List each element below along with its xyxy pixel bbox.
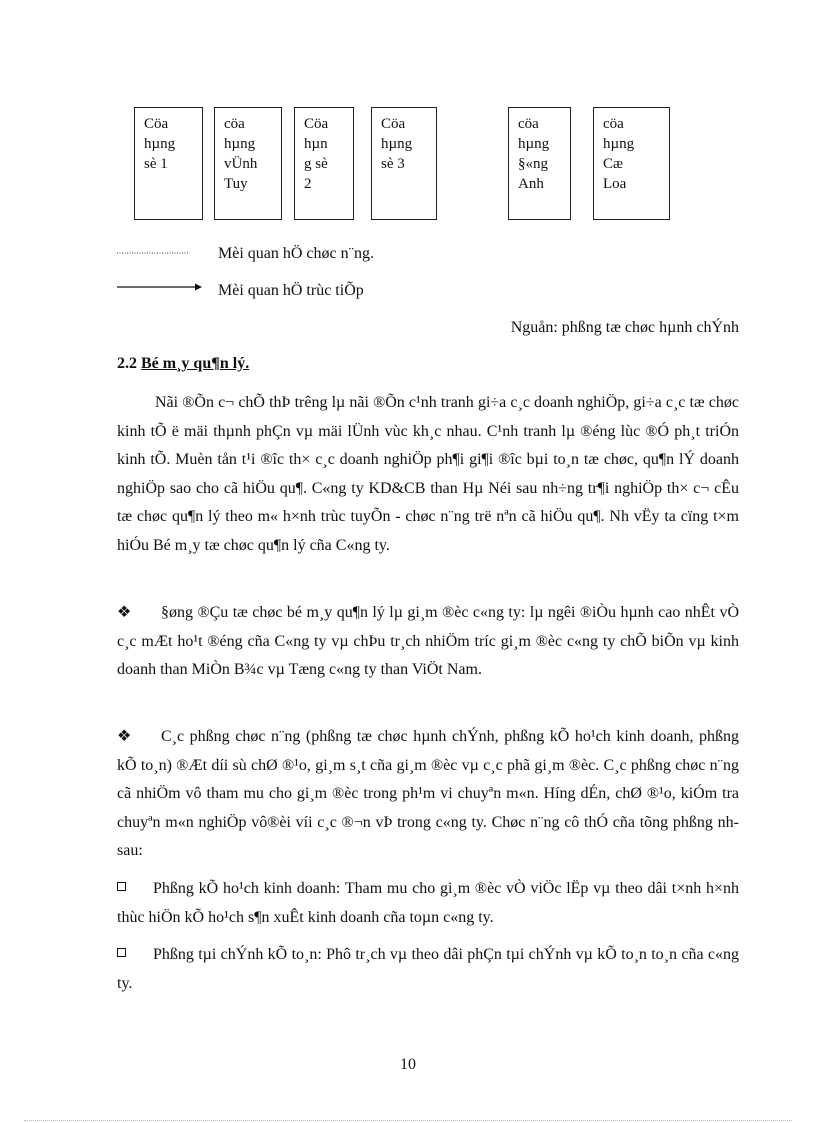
- square-bullet-icon: [117, 941, 153, 970]
- paragraph-planning-text: Phßng kÕ ho¹ch kinh doanh: Tham mu cho gi¸m ®èc vÒ viÖc lËp vµ theo dâi t×nh h×nh thùc hiÖn kÕ ho¹ch s¶n xuÊt kinh doanh cña toµn c«ng ty.: [117, 880, 739, 926]
- paragraph-planning: [117, 875, 739, 932]
- paragraph-intro: Nãi ®Õn c¬ chÕ thÞ trêng lµ nãi ®Õn c¹nh tranh gi÷a c¸c doanh nghiÖp, gi÷a c¸c tæ chøc kinh tÕ ë mäi thµnh phÇn vµ mäi lÜnh vùc kh¸c nhau. C¹nh tranh lµ ®éng lùc ®Ó ph¸t triÓn kinh tÕ. Muèn tån t¹i ®îc th× c¸c doanh nghiÖp ph¶i gi¶i ®îc bµi to¸n tæ chøc, qu¶n lÝ doanh nghiÖp sao cho cã hiÖu qu¶. C«ng ty KD&CB than Hµ Néi sau nh÷ng tr¶i nghiÖp th× c¬ cÊu tæ chøc qu¶n lý theo m« h×nh trùc tuyÕn - chøc n¨ng trë nªn cã hiÖu qu¶. Nh vËy ta cïng t×m hiÓu Bé m¸y tæ chøc qu¶n lý cña C«ng ty.: [117, 394, 739, 554]
- paragraph-finance: [117, 941, 739, 998]
- diamond-bullet-icon: ❖: [117, 604, 132, 621]
- arrow-line-icon: [117, 282, 203, 292]
- shop-box-1-label: Cöa hµng sè 1: [144, 116, 176, 172]
- shop-box-vinh-tuy-label: cöa hµng vÜnh Tuy: [224, 116, 258, 192]
- shop-box-3-label: Cöa hµng sè 3: [381, 116, 413, 172]
- paragraph-departments-text: C¸c phßng chøc n¨ng (phßng tæ chøc hµnh chÝnh, phßng kÕ ho¹ch kinh doanh, phßng kÕ to¸n) ®Æt díi sù chØ ®¹o, gi¸m s¸t cña gi¸m ®èc vµ c¸c phã gi¸m ®èc. C¸c phßng chøc n¨ng cã nhiÖm vô tham mu cho gi¸m ®èc trong ph¹m vi chuyªn m«n. Híng dÉn, chØ ®¹o, kiÓm tra chuyªn m«n nghiÖp vô®èi víi c¸c ®¬n vÞ trong c«ng ty. Chøc n¨ng cô thÓ cña tõng phßng nh sau:: [117, 728, 739, 859]
- section-number: 2.2: [117, 355, 137, 372]
- paragraph-finance-text: Phßng tµi chÝnh kÕ to¸n: Phô tr¸ch vµ theo dâi phÇn tµi chÝnh vµ kÕ to¸n to¸n cña c«ng ty.: [117, 946, 739, 992]
- section-heading: [117, 354, 249, 374]
- section-title: Bé m¸y qu¶n lý.: [141, 355, 250, 372]
- shop-box-3: [371, 107, 437, 220]
- shop-box-2-label: Cöa hµn g sè 2: [304, 116, 329, 192]
- shop-box-1: [134, 107, 203, 220]
- shop-box-co-loa-label: cöa hµng Cæ Loa: [603, 116, 635, 192]
- shop-box-2: [294, 107, 354, 220]
- paragraph-director: [117, 599, 739, 685]
- shop-box-co-loa: [593, 107, 670, 220]
- page-number: 10: [400, 1056, 416, 1073]
- diamond-bullet-icon: ❖: [117, 728, 132, 745]
- legend-functional: Mèi quan hÖ chøc n¨ng.: [218, 245, 374, 262]
- source-note: Nguån: phßng tæ chøc hµnh chÝnh: [510, 319, 739, 336]
- square-bullet-icon: [117, 875, 153, 904]
- shop-box-vinh-tuy: [214, 107, 282, 220]
- shop-box-dong-anh-label: cöa hµng §«ng Anh: [518, 116, 550, 192]
- dotted-line-icon: [117, 248, 193, 258]
- paragraph-departments: [117, 723, 739, 866]
- paragraph-director-text: §øng ®Çu tæ chøc bé m¸y qu¶n lý lµ gi¸m ®èc c«ng ty: lµ ngêi ®iÒu hµnh cao nhÊt vÒ c¸c mÆt ho¹t ®éng cña C«ng ty vµ chÞu tr¸ch nhiÖm tríc gi¸m ®èc c«ng ty chÕ biÕn vµ kinh doanh than MiÒn B¾c vµ Tæng c«ng ty than ViÖt Nam.: [117, 604, 739, 678]
- legend-direct: Mèi quan hÖ trùc tiÕp: [218, 282, 364, 299]
- shop-box-dong-anh: [508, 107, 571, 220]
- footer-divider: [24, 1120, 792, 1121]
